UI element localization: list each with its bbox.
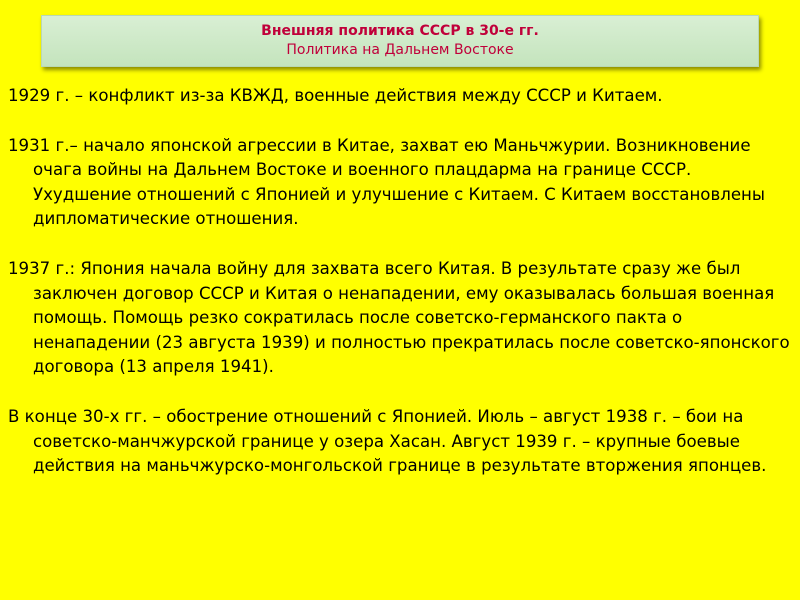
slide-title: Внешняя политика СССР в 30-е гг.	[261, 23, 539, 39]
paragraph-late-30s: В конце 30-х гг. – обострение отношений с Японией. Июль – август 1938 г. – бои на советско-манчжурской границе у озера Хасан. Август 1939 г. – крупные боевые действия на маньчжурско-монгольской границе в результате вторжения японцев.	[8, 406, 767, 476]
paragraph-1931: 1931 г.– начало японской агрессии в Китае, захват ею Маньчжурии. Возникновение очага войны на Дальнем Востоке и военного плацдарма на границе СССР. Ухудшение отношений с Японией и улучшение с Китаем. С Китаем восстановлены дипломатические отношения.	[8, 135, 765, 229]
slide-subtitle: Политика на Дальнем Востоке	[286, 42, 514, 58]
paragraph-1937: 1937 г.: Япония начала войну для захвата всего Китая. В результате сразу же был заключен договор СССР и Китая о ненападении, ему оказывалась большая военная помощь. Помощь резко сократилась после советско-германского пакта о ненападении (23 августа 1939) и полностью прекратилась после советско-японского договора (13 апреля 1941).	[8, 258, 790, 377]
content-body	[8, 84, 794, 479]
title-box	[41, 15, 759, 67]
paragraph-1929: 1929 г. – конфликт из-за КВЖД, военные действия между СССР и Китаем.	[8, 86, 663, 105]
